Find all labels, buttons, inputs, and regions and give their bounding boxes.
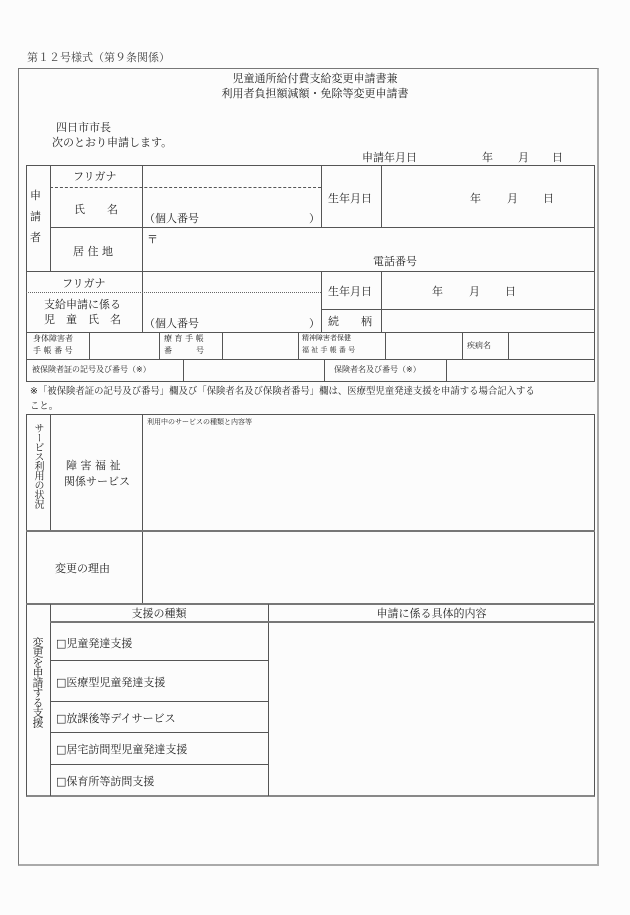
note-line1: ※「被保険者証の記号及び番号」欄及び「保険者名及び保険者番号」欄は、医療型児童発達支援を申請する場合記入する	[30, 386, 535, 397]
application-month[interactable]: 月	[518, 151, 529, 164]
mental-handbook-label-2: 福 祉 手 帳 番 号	[302, 346, 356, 354]
support-option-nursery-visit-support[interactable]	[56, 773, 154, 789]
note-line2: こと。	[30, 401, 59, 412]
applicant-birth-day[interactable]: 日	[543, 192, 554, 205]
support-option-label: 児童発達支援	[66, 637, 133, 650]
addressee: 四日市市長	[56, 121, 111, 134]
postal-mark: 〒	[147, 233, 158, 246]
applicant-section-label-3: 者	[30, 231, 41, 244]
applicant-name-label: 氏 名	[74, 203, 118, 216]
service-usage-section-label: サービス利用の状況	[32, 423, 43, 509]
child-birthdate-label: 生年月日	[328, 285, 372, 298]
applicant-address-field[interactable]	[143, 228, 594, 270]
service-content-hint: 利用中のサービスの種類と内容等	[147, 418, 252, 426]
form-title-line2: 利用者負担額減額・免除等変更申請書	[221, 87, 409, 100]
insured-card-field[interactable]	[184, 360, 323, 381]
insured-card-label: 被保険者証の記号及び番号（※）	[32, 365, 151, 374]
child-furigana-label: フリガナ	[62, 277, 106, 290]
support-option-child-development[interactable]	[56, 635, 132, 651]
physical-handbook-label-2: 手 帳 番 号	[33, 346, 73, 355]
applicant-section-label-1: 申	[30, 189, 41, 202]
child-relationship-field[interactable]	[382, 310, 594, 331]
mental-handbook-label-1: 精神障害者保健	[302, 334, 351, 342]
applicant-address-label: 居 住 地	[73, 245, 113, 258]
physical-handbook-label-1: 身体障害者	[33, 334, 73, 343]
checkbox-icon[interactable]: □	[56, 742, 67, 756]
application-date-label: 申請年月日	[362, 151, 417, 164]
form-title-line1: 児童通所給付費支給変更申請書兼	[232, 72, 398, 85]
support-option-label: 医療型児童発達支援	[66, 676, 166, 689]
applicant-personal-number-label: （個人番号	[144, 212, 199, 225]
child-birth-month[interactable]: 月	[469, 285, 480, 298]
support-detail-field[interactable]	[269, 623, 594, 795]
support-option-label: 放課後等デイサービス	[66, 712, 176, 725]
application-day[interactable]: 日	[552, 151, 563, 164]
application-year[interactable]: 年	[482, 151, 493, 164]
child-name-label-line2: 児 童 氏 名	[44, 313, 121, 326]
checkbox-icon[interactable]: □	[56, 636, 67, 650]
applicant-personal-number-close: ）	[309, 212, 320, 225]
child-birth-day[interactable]: 日	[505, 285, 516, 298]
support-option-label: 保育所等訪問支援	[66, 775, 155, 788]
service-category-line1: 障 害 福 祉	[66, 459, 121, 472]
child-name-label-line1: 支給申請に係る	[44, 298, 121, 311]
support-option-home-visit-child-development[interactable]	[56, 741, 187, 757]
applicant-furigana-label: フリガナ	[73, 170, 117, 183]
insurer-field[interactable]	[447, 360, 594, 381]
support-detail-header: 申請に係る具体的内容	[376, 607, 487, 620]
change-reason-field[interactable]	[143, 532, 594, 604]
ryoiku-handbook-field[interactable]	[223, 333, 297, 358]
applicant-birth-year[interactable]: 年	[470, 192, 481, 205]
mental-handbook-field[interactable]	[386, 333, 461, 358]
checkbox-icon[interactable]: □	[56, 675, 67, 689]
support-type-header: 支援の種類	[131, 607, 187, 620]
change-reason-label: 変更の理由	[55, 562, 110, 575]
disease-name-field[interactable]	[509, 333, 594, 358]
applicant-furigana-field[interactable]	[143, 166, 320, 186]
support-option-label: 居宅訪問型児童発達支援	[66, 743, 188, 756]
applicant-birth-month[interactable]: 月	[507, 192, 518, 205]
intro-text: 次のとおり申請します。	[52, 136, 173, 149]
phone-label: 電話番号	[373, 255, 417, 268]
applicant-birthdate-label: 生年月日	[328, 192, 372, 205]
child-furigana-field[interactable]	[143, 272, 320, 291]
applicant-section-label-2: 請	[30, 210, 41, 223]
form-number: 第１２号様式（第９条関係）	[27, 51, 170, 64]
service-category-line2: 関係サービス	[64, 475, 130, 488]
child-personal-number-label: （個人番号	[144, 317, 199, 330]
service-content-field[interactable]	[143, 428, 594, 529]
checkbox-icon[interactable]: □	[56, 774, 67, 788]
child-birth-year[interactable]: 年	[432, 285, 443, 298]
support-option-medical-child-development[interactable]	[56, 674, 165, 690]
insurer-label: 保険者名及び番号（※）	[334, 365, 421, 374]
child-personal-number-close: ）	[309, 317, 320, 330]
ryoiku-handbook-label-1: 療 育 手 帳	[164, 334, 204, 343]
disease-name-label: 疾病名	[467, 341, 491, 350]
checkbox-icon[interactable]: □	[56, 711, 67, 725]
child-relationship-label: 続 柄	[328, 315, 372, 328]
support-change-section-label: 変更を申請する支援	[31, 637, 44, 727]
physical-handbook-field[interactable]	[90, 333, 158, 358]
support-option-after-school-day-service[interactable]	[56, 710, 176, 726]
ryoiku-handbook-label-2: 番 号	[164, 346, 204, 355]
